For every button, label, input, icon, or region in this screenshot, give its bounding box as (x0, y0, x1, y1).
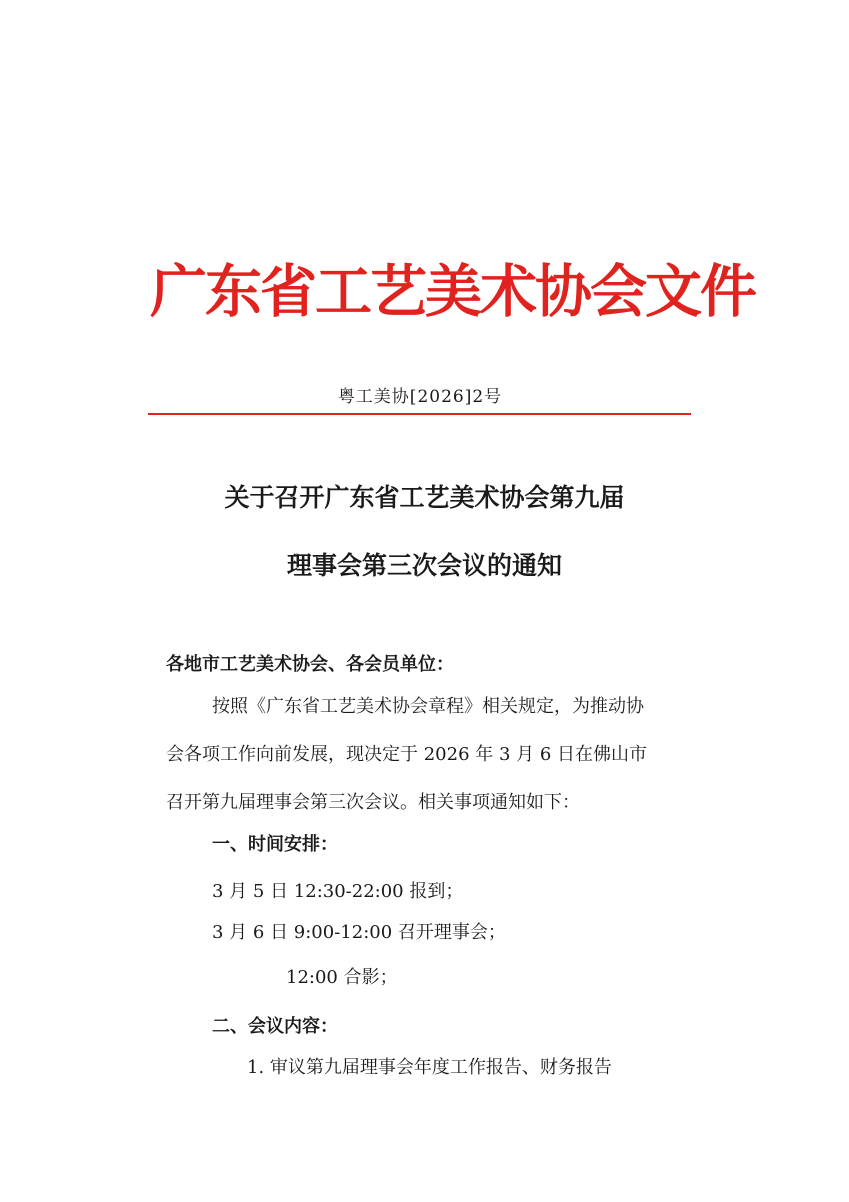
section-heading-schedule: 一、时间安排： (212, 834, 338, 855)
notice-title-line-1: 关于召开广东省工艺美术协会第九届 (224, 483, 625, 512)
paragraph-line-1: 按照《广东省工艺美术协会章程》相关规定，为推动协 (212, 696, 644, 717)
schedule-item: 12:00 合影； (286, 967, 398, 988)
salutation: 各地市工艺美术协会、各会员单位： (166, 654, 454, 675)
document-number: 粤工美协[2026]2号 (337, 387, 503, 407)
section-heading-content: 二、会议内容： (212, 1016, 338, 1037)
schedule-item: 3 月 6 日 9:00-12:00 召开理事会； (212, 922, 506, 943)
paragraph-line-2: 会各项工作向前发展，现决定于 2026 年 3 月 6 日在佛山市 (166, 744, 648, 765)
schedule-item: 3 月 5 日 12:30-22:00 报到； (212, 881, 464, 902)
paragraph-line-3: 召开第九届理事会第三次会议。相关事项通知如下： (166, 792, 580, 813)
org-file-title: 广东省工艺美术协会文件 (150, 258, 755, 325)
notice-title-line-2: 理事会第三次会议的通知 (286, 551, 562, 580)
content-item: 1. 审议第九届理事会年度工作报告、财务报告 (247, 1057, 612, 1078)
red-divider-line (148, 413, 691, 415)
